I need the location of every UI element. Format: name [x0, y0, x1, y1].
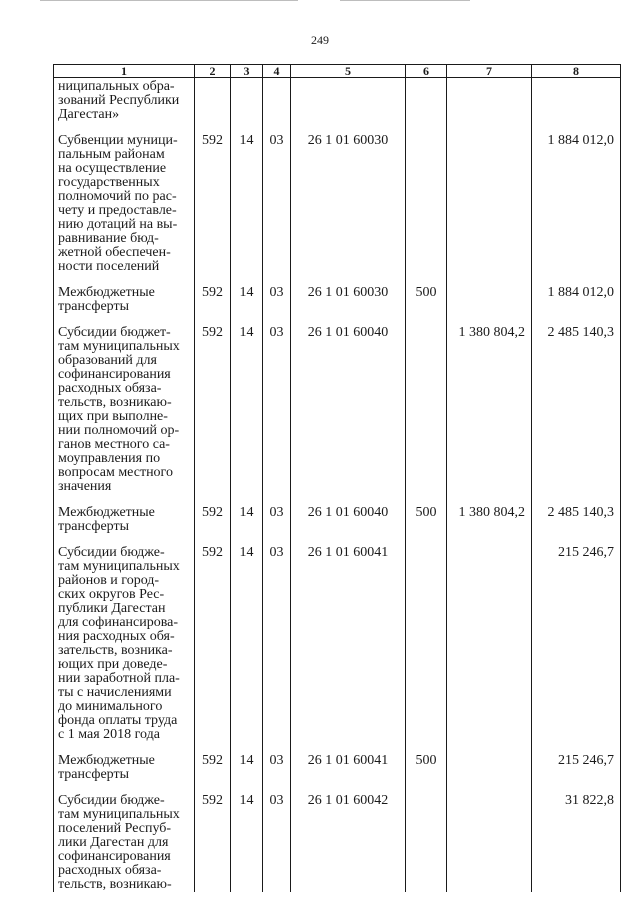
cell-subsection: 03	[263, 494, 291, 534]
table-row	[54, 742, 621, 782]
cell-amount-total: 2 485 140,3	[532, 494, 621, 534]
cell-target-article: 26 1 01 60030	[291, 274, 406, 314]
cell-amount-federal	[447, 274, 532, 314]
cell-item-name	[54, 742, 195, 782]
cell-subsection: 03	[263, 782, 291, 892]
cell-amount-total: 1 884 012,0	[532, 122, 621, 274]
table-row	[54, 274, 621, 314]
item-name-line: ских округов Рес-	[58, 587, 165, 602]
cell-amount-federal	[447, 742, 532, 782]
item-name-line: государственных	[58, 175, 160, 190]
item-name-line: пальным районам	[58, 147, 165, 162]
cell-subsection: 03	[263, 742, 291, 782]
column-header: 7	[447, 65, 532, 78]
cell-expense-type	[406, 122, 447, 274]
table-row	[54, 534, 621, 742]
cell-amount-total: 1 884 012,0	[532, 274, 621, 314]
budget-table	[53, 64, 621, 892]
item-name-line: фонда оплаты труда	[58, 713, 178, 728]
cell-section	[231, 78, 263, 123]
item-name-line: для софинансирова-	[58, 615, 179, 630]
column-header: 6	[406, 65, 447, 78]
cell-section: 14	[231, 314, 263, 494]
column-header: 2	[195, 65, 231, 78]
cell-item-name	[54, 314, 195, 494]
cell-item-name	[54, 122, 195, 274]
cell-amount-total: 215 246,7	[532, 742, 621, 782]
item-name-line: ности поселений	[58, 259, 160, 274]
cell-expense-type	[406, 78, 447, 123]
item-name-line: тельств, возникаю-	[58, 877, 172, 892]
item-name-line: ты с начислениями	[58, 685, 172, 700]
column-header: 3	[231, 65, 263, 78]
item-name-line: трансферты	[58, 299, 130, 314]
column-header: 5	[291, 65, 406, 78]
item-name-line: чету и предоставле-	[58, 203, 177, 218]
cell-amount-federal	[447, 78, 532, 123]
cell-subsection	[263, 78, 291, 123]
column-header: 8	[532, 65, 621, 78]
item-name-line: на осуществление	[58, 161, 167, 176]
item-name-line: полномочий по рас-	[58, 189, 177, 204]
cell-admin-code: 592	[195, 782, 231, 892]
cell-item-name	[54, 274, 195, 314]
cell-section: 14	[231, 494, 263, 534]
cell-subsection: 03	[263, 534, 291, 742]
item-name-line: Межбюджетные	[58, 753, 155, 768]
item-name-line: лики Дагестан для	[58, 835, 169, 850]
scan-artifact-line	[340, 0, 470, 1]
column-header: 1	[54, 65, 195, 78]
table-row	[54, 782, 621, 892]
item-name-line: ния расходных обя-	[58, 629, 175, 644]
table-body	[54, 78, 621, 893]
item-name-line: расходных обяза-	[58, 863, 162, 878]
cell-target-article: 26 1 01 60041	[291, 534, 406, 742]
cell-target-article: 26 1 01 60030	[291, 122, 406, 274]
item-name-line: трансферты	[58, 519, 130, 534]
item-name-line: Межбюджетные	[58, 505, 155, 520]
item-name-line: Субсидии бюджет-	[58, 325, 171, 340]
item-name-line: Субсидии бюдже-	[58, 793, 165, 808]
cell-expense-type: 500	[406, 274, 447, 314]
cell-section: 14	[231, 122, 263, 274]
cell-amount-federal	[447, 534, 532, 742]
cell-target-article: 26 1 01 60040	[291, 314, 406, 494]
cell-expense-type	[406, 314, 447, 494]
scan-artifact-line	[40, 0, 298, 1]
table-row	[54, 78, 621, 123]
item-name-line: трансферты	[58, 767, 130, 782]
cell-item-name	[54, 78, 195, 123]
cell-subsection: 03	[263, 314, 291, 494]
cell-target-article: 26 1 01 60040	[291, 494, 406, 534]
item-name-line: там муниципальных	[58, 807, 180, 822]
cell-target-article	[291, 78, 406, 123]
cell-section: 14	[231, 782, 263, 892]
item-name-line: с 1 мая 2018 года	[58, 727, 160, 742]
item-name-line: нию дотаций на вы-	[58, 217, 178, 232]
item-name-line: софинансирования	[58, 367, 171, 382]
item-name-line: до минимального	[58, 699, 163, 714]
item-name-line: тельств, возникаю-	[58, 395, 172, 410]
cell-item-name	[54, 782, 195, 892]
item-name-line: щих при выполне-	[58, 409, 168, 424]
cell-amount-total: 31 822,8	[532, 782, 621, 892]
cell-admin-code: 592	[195, 274, 231, 314]
item-name-line: софинансирования	[58, 849, 171, 864]
item-name-line: Субвенции муници-	[58, 133, 178, 148]
item-name-line: ниципальных обра-	[58, 79, 175, 94]
item-name-line: зований Республики	[58, 93, 180, 108]
cell-admin-code: 592	[195, 494, 231, 534]
item-name-line: равнивание бюд-	[58, 231, 159, 246]
cell-expense-type: 500	[406, 494, 447, 534]
item-name-line: там муниципальных	[58, 559, 180, 574]
item-name-line: зательств, возника-	[58, 643, 173, 658]
cell-subsection: 03	[263, 274, 291, 314]
cell-item-name	[54, 534, 195, 742]
item-name-line: публики Дагестан	[58, 601, 166, 616]
cell-admin-code: 592	[195, 742, 231, 782]
cell-expense-type	[406, 534, 447, 742]
cell-amount-federal	[447, 122, 532, 274]
item-name-line: поселений Респуб-	[58, 821, 172, 836]
cell-expense-type: 500	[406, 742, 447, 782]
item-name-line: значения	[58, 479, 112, 494]
cell-target-article: 26 1 01 60041	[291, 742, 406, 782]
item-name-line: ющих при доведе-	[58, 657, 168, 672]
cell-target-article: 26 1 01 60042	[291, 782, 406, 892]
cell-amount-total	[532, 78, 621, 123]
item-name-line: образований для	[58, 353, 157, 368]
cell-expense-type	[406, 782, 447, 892]
cell-admin-code: 592	[195, 314, 231, 494]
cell-admin-code: 592	[195, 122, 231, 274]
cell-amount-total: 215 246,7	[532, 534, 621, 742]
item-name-line: вопросам местного	[58, 465, 173, 480]
cell-amount-federal	[447, 782, 532, 892]
cell-item-name	[54, 494, 195, 534]
cell-section: 14	[231, 274, 263, 314]
cell-admin-code: 592	[195, 534, 231, 742]
cell-section: 14	[231, 534, 263, 742]
cell-amount-federal: 1 380 804,2	[447, 494, 532, 534]
table-row	[54, 122, 621, 274]
item-name-line: нии полномочий ор-	[58, 423, 180, 438]
table-header-row	[54, 65, 621, 78]
item-name-line: жетной обеспечен-	[58, 245, 171, 260]
table-row	[54, 494, 621, 534]
cell-section: 14	[231, 742, 263, 782]
item-name-line: Межбюджетные	[58, 285, 155, 300]
item-name-line: ганов местного са-	[58, 437, 170, 452]
item-name-line: там муниципальных	[58, 339, 180, 354]
cell-amount-federal: 1 380 804,2	[447, 314, 532, 494]
page-number: 249	[311, 33, 329, 47]
cell-admin-code	[195, 78, 231, 123]
cell-subsection: 03	[263, 122, 291, 274]
item-name-line: Субсидии бюдже-	[58, 545, 165, 560]
item-name-line: нии заработной пла-	[58, 671, 180, 686]
item-name-line: моуправления по	[58, 451, 161, 466]
item-name-line: Дагестан»	[58, 107, 120, 122]
table-row	[54, 314, 621, 494]
item-name-line: расходных обяза-	[58, 381, 162, 396]
cell-amount-total: 2 485 140,3	[532, 314, 621, 494]
item-name-line: районов и город-	[58, 573, 160, 588]
column-header: 4	[263, 65, 291, 78]
